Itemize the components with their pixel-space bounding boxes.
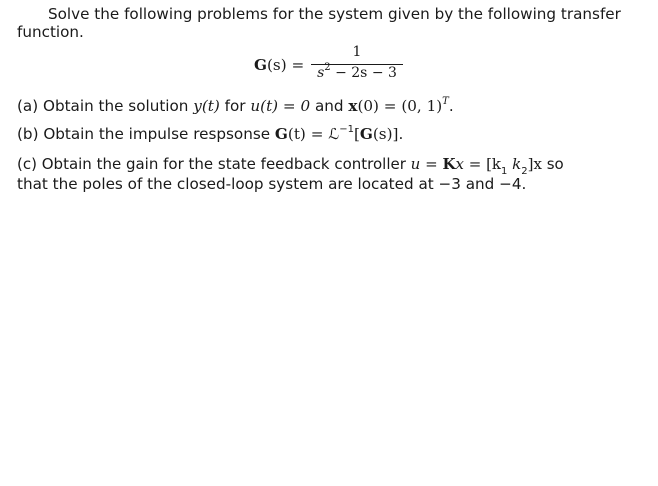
equation-lhs: G(s) =	[254, 56, 305, 74]
intro-line-2: function.	[17, 23, 84, 41]
part-c-line-2: that the poles of the closed-loop system are located at −3 and −4.	[17, 175, 527, 193]
part-c-line-1: (c) Obtain the gain for the state feedback controller $u = Kx = [k_1$ $k_2]x$ so	[17, 155, 564, 177]
part-b: (b) Obtain the impulse respsonse G(t) = ℒ$^{-1}$[G(s)].	[17, 123, 404, 143]
fraction-numerator: 1	[352, 44, 362, 60]
fraction-denominator: $s^2 - 2s - 3$	[317, 62, 397, 81]
part-a: (a) Obtain the solution y(t) for u(t) = 0 and x(0) = (0, 1)$^T$.	[17, 95, 454, 115]
intro-line-1: Solve the following problems for the system given by the following transfer	[48, 5, 621, 23]
